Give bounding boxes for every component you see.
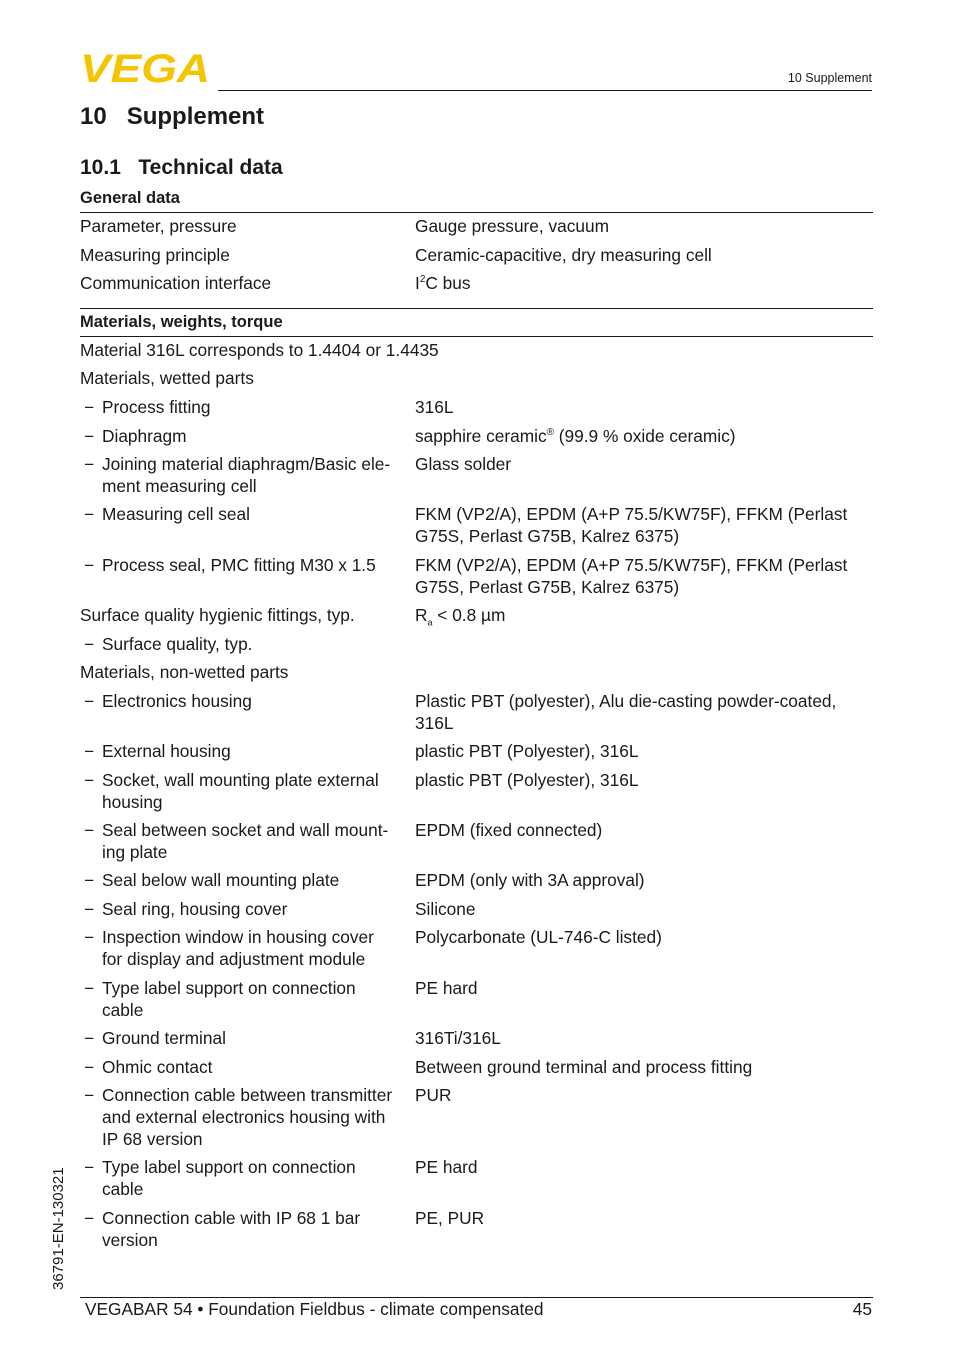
spec-key: − Ohmic contact (84, 1057, 213, 1077)
spec-key: − Joining material diaphragm/Basic ele- ment measuring cell (84, 454, 391, 496)
spec-key: − Process fitting (84, 397, 211, 417)
spec-value: Ceramic-capacitive, dry measuring cell (415, 245, 712, 265)
spec-value: sapphire ceramic® (99.9 % oxide ceramic) (415, 426, 736, 446)
materials-rule (80, 336, 873, 337)
spec-key: − Seal ring, housing cover (84, 899, 288, 919)
spec-value: Polycarbonate (UL-746-C listed) (415, 927, 662, 947)
spec-value: FKM (VP2/A), EPDM (A+P 75.5/KW75F), FFKM (Perlast G75S, Perlast G75B, Kalrez 6375) (415, 555, 848, 597)
spec-value: 316Ti/316L (415, 1028, 501, 1048)
materials-heading: Materials, weights, torque (80, 313, 283, 331)
spec-value: EPDM (fixed connected) (415, 820, 603, 840)
general-data-heading: General data (80, 189, 180, 207)
spec-value: $R_a < 0.8$ µm (415, 605, 506, 628)
spec-value: Glass solder (415, 454, 512, 474)
spec-key: − Seal between socket and wall mount- ing plate (84, 820, 389, 862)
footer-rule (80, 1297, 873, 1298)
spec-value: plastic PBT (Polyester), 316L (415, 770, 639, 790)
header-section-label: 10 Supplement (787, 71, 872, 85)
spec-key: − Measuring cell seal (84, 504, 250, 524)
spec-value: PUR (415, 1085, 452, 1105)
spec-key: − External housing (84, 741, 231, 761)
spec-key: − Socket, wall mounting plate external housing (84, 770, 379, 812)
spec-value: 316L (415, 397, 454, 417)
spec-key: − Type label support on connection cable (84, 978, 356, 1020)
spec-key: − Ground terminal (84, 1028, 226, 1048)
spec-value: Gauge pressure, vacuum (415, 216, 610, 236)
spec-value: Plastic PBT (polyester), Alu die-casting powder-coated, 316L (415, 691, 837, 733)
spec-value: PE, PUR (415, 1208, 485, 1228)
spec-key: − Surface quality, typ. (84, 634, 253, 654)
spec-key: − Seal below wall mounting plate (84, 870, 340, 890)
spec-key: − Connection cable with IP 68 1 bar version (84, 1208, 361, 1250)
spec-key: Measuring principle (80, 245, 230, 265)
page-number: 45 (852, 1299, 872, 1319)
spec-value: Between ground terminal and process fitting (415, 1057, 753, 1077)
spec-value: EPDM (only with 3A approval) (415, 870, 645, 890)
spec-key: − Inspection window in housing cover for display and adjustment module (84, 927, 374, 969)
spec-key: − Diaphragm (84, 426, 187, 446)
spec-value: Silicone (415, 899, 476, 919)
spec-key: − Process seal, PMC fitting M30 x 1.5 (84, 555, 376, 575)
spec-value: FKM (VP2/A), EPDM (A+P 75.5/KW75F), FFKM (Perlast G75S, Perlast G75B, Kalrez 6375) (415, 504, 848, 546)
materials-top-rule (80, 308, 873, 309)
section-title: 10.1 Technical data (80, 156, 283, 179)
header-rule (218, 90, 872, 91)
spec-key: − Connection cable between transmitter and external electronics housing with IP 68 version (84, 1085, 393, 1149)
spec-key: − Type label support on connection cable (84, 1157, 356, 1199)
spec-key: Surface quality hygienic fittings, typ. (80, 605, 355, 625)
general-data-rule (80, 212, 873, 213)
logo-text: VEGA (80, 52, 210, 84)
vega-logo (80, 52, 212, 84)
spec-key: Parameter, pressure (80, 216, 237, 236)
document-code: 36791-EN-130321 (50, 1167, 67, 1290)
footer-title: VEGABAR 54 • Foundation Fieldbus - climate compensated (85, 1299, 544, 1319)
spec-key: Communication interface (80, 273, 272, 293)
spec-value: PE hard (415, 978, 478, 998)
spec-value: plastic PBT (Polyester), 316L (415, 741, 639, 761)
spec-value: $I^2C$ bus (415, 273, 471, 293)
chapter-title: 10 Supplement (80, 103, 265, 130)
spec-value: PE hard (415, 1157, 478, 1177)
spec-key: − Electronics housing (84, 691, 252, 711)
